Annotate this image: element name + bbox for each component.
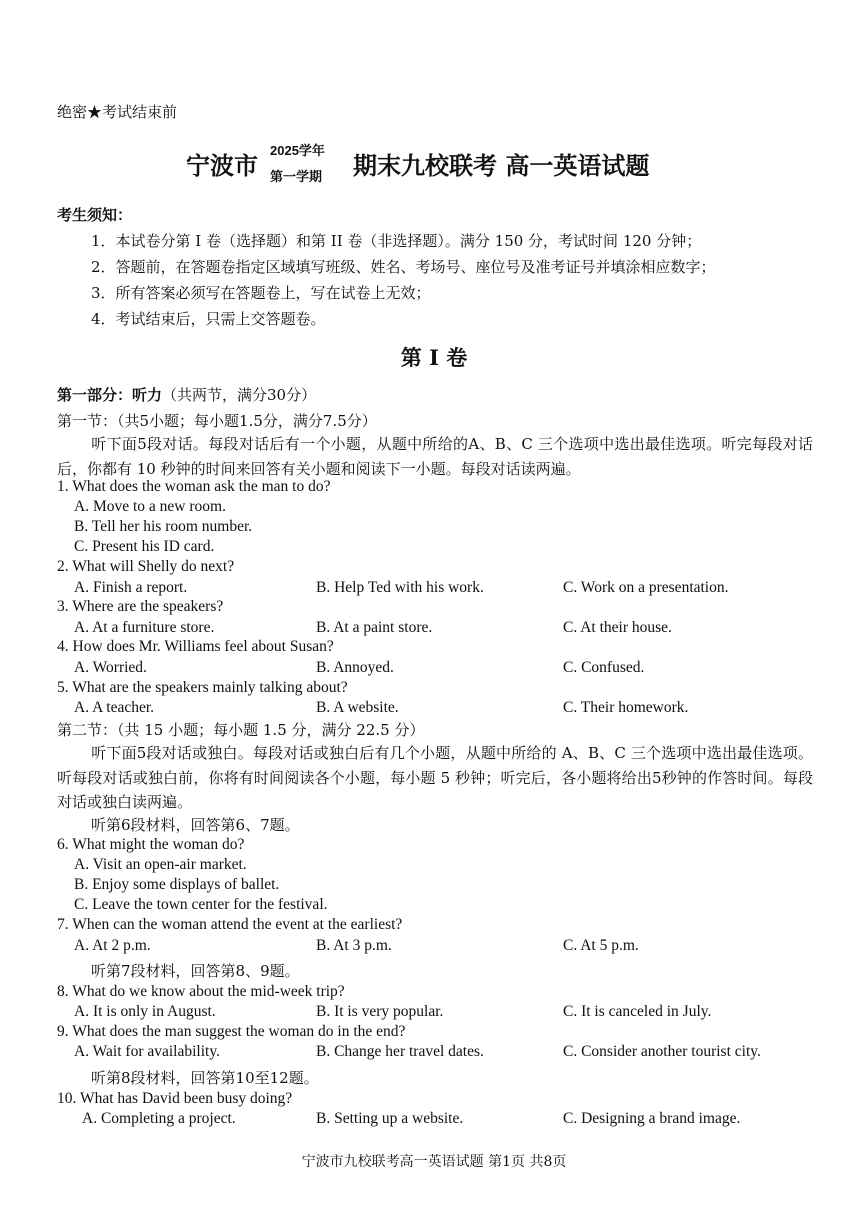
option-7a: A. At 2 p.m.: [74, 937, 151, 954]
option-8a: A. It is only in August.: [74, 1003, 216, 1020]
option-6c: C. Leave the town center for the festival.: [74, 896, 328, 913]
option-2a: A. Finish a report.: [74, 579, 188, 596]
title-rest: 期末九校联考 高一英语试题: [353, 151, 650, 180]
option-3a: A. At a furniture store.: [74, 619, 215, 636]
question-1: 1. What does the woman ask the man to do?: [57, 478, 331, 495]
part1-title-bold: 第一部分：听力: [57, 386, 163, 404]
question-9: 9. What does the man suggest the woman do in the end?: [57, 1023, 406, 1040]
option-4b: B. Annoyed.: [316, 659, 394, 676]
question-8: 8. What do we know about the mid-week trip?: [57, 983, 345, 1000]
option-4c: C. Confused.: [563, 659, 645, 676]
option-5c: C. Their homework.: [563, 699, 689, 716]
question-7: 7. When can the woman attend the event at the earliest?: [57, 916, 403, 933]
question-6: 6. What might the woman do?: [57, 836, 245, 853]
exam-title: [0, 140, 868, 188]
part1-title: [57, 384, 316, 405]
section2-instructions: [57, 741, 813, 815]
option-2b: B. Help Ted with his work.: [316, 579, 484, 596]
option-7c: C. At 5 p.m.: [563, 937, 639, 954]
option-7b: B. At 3 p.m.: [316, 937, 392, 954]
option-9b: B. Change her travel dates.: [316, 1043, 484, 1060]
option-5a: A. A teacher.: [74, 699, 155, 716]
material-7-label: 听第7段材料，回答第8、9题。: [91, 962, 300, 980]
confidential-label: 绝密★考试结束前: [57, 103, 178, 121]
material-6-label: 听第6段材料，回答第6、7题。: [91, 816, 300, 834]
notice-item: 4．考试结束后，只需上交答题卷。: [91, 310, 326, 328]
question-4: 4. How does Mr. Williams feel about Susan?: [57, 638, 334, 655]
question-5: 5. What are the speakers mainly talking about?: [57, 679, 348, 696]
option-1a: A. Move to a new room.: [74, 498, 226, 515]
option-3c: C. At their house.: [563, 619, 672, 636]
option-2c: C. Work on a presentation.: [563, 579, 729, 596]
option-6a: A. Visit an open-air market.: [74, 856, 247, 873]
title-city: 宁波市: [186, 151, 258, 180]
option-1c: C. Present his ID card.: [74, 538, 215, 555]
notice-item: 1．本试卷分第 I 卷（选择题）和第 II 卷（非选择题）。满分 150 分，考试时间 120 分钟；: [91, 232, 702, 250]
option-9a: A. Wait for availability.: [74, 1043, 220, 1060]
question-2: 2. What will Shelly do next?: [57, 558, 235, 575]
option-6b: B. Enjoy some displays of ballet.: [74, 876, 280, 893]
notice-title: 考生须知：: [57, 206, 133, 224]
volume-title: 第 I 卷: [400, 345, 468, 370]
notice-item: 2．答题前，在答题卷指定区域填写班级、姓名、考场号、座位号及准考证号并填涂相应数字；: [91, 258, 716, 276]
notice-item: 3．所有答案必须写在答题卷上，写在试卷上无效；: [91, 284, 431, 302]
option-5b: B. A website.: [316, 699, 399, 716]
option-9c: C. Consider another tourist city.: [563, 1043, 761, 1060]
question-3: 3. Where are the speakers?: [57, 598, 224, 615]
option-1b: B. Tell her his room number.: [74, 518, 253, 535]
option-8b: B. It is very popular.: [316, 1003, 444, 1020]
material-8-label: 听第8段材料，回答第10至12题。: [91, 1069, 319, 1087]
section1-instructions-text: 听下面5段对话。每段对话后有一个小题，从题中所给的A、B、C 三个选项中选出最佳选项。听完每段对话后，你都有 10 秒钟的时间来回答有关小题和阅读下一小题。每段对话读两遍。: [57, 435, 813, 478]
question-10: 10. What has David been busy doing?: [57, 1090, 293, 1107]
option-8c: C. It is canceled in July.: [563, 1003, 712, 1020]
section1-instructions: [57, 432, 813, 481]
option-3b: B. At a paint store.: [316, 619, 433, 636]
section2-title: 第二节：（共 15 小题；每小题 1.5 分，满分 22.5 分）: [57, 721, 425, 739]
option-10b: B. Setting up a website.: [316, 1110, 464, 1127]
option-10a: A. Completing a project.: [82, 1110, 236, 1127]
section2-instructions-text: 听下面5段对话或独白。每段对话或独白后有几个小题，从题中所给的 A、B、C 三个选项中选出最佳选项。听每段对话或独白前，你将有时间阅读各个小题，每小题 5 秒钟；听完后，各小题将给出5秒钟的作答时间。每段对话或独白读两遍。: [57, 744, 813, 811]
page-footer: 宁波市九校联考高一英语试题 第1页 共8页: [301, 1154, 567, 1170]
title-year: 2025学年: [270, 143, 325, 158]
part1-title-rest: （共两节，满分30分）: [162, 386, 317, 404]
option-10c: C. Designing a brand image.: [563, 1110, 741, 1127]
title-term: 第一学期: [270, 170, 323, 185]
section1-title: 第一节：（共5小题；每小题1.5分，满分7.5分）: [57, 412, 377, 430]
option-4a: A. Worried.: [74, 659, 147, 676]
